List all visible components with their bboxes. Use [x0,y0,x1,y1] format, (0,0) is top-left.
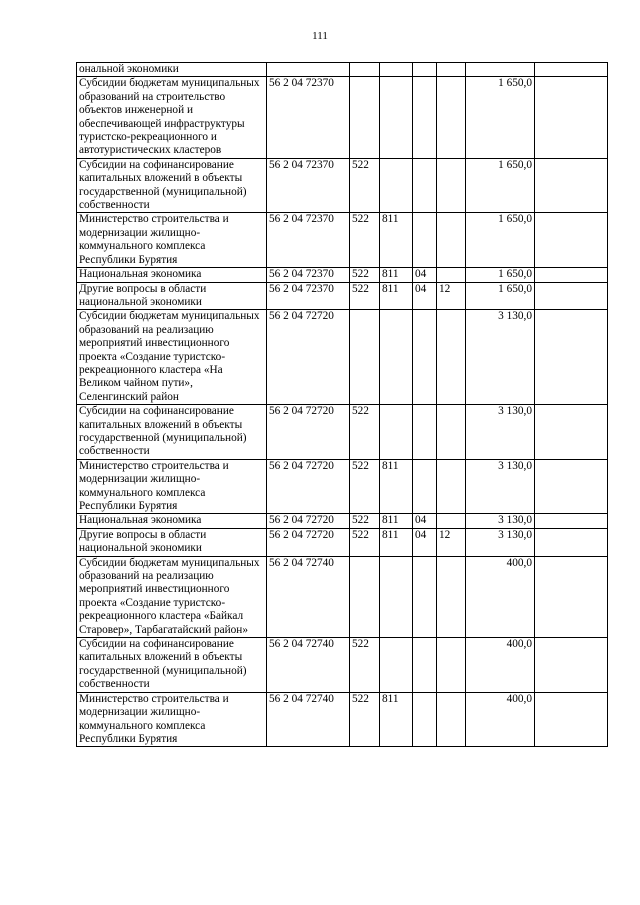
row-target-code-cell: 56 2 04 72740 [267,638,350,693]
row-target-code-cell: 56 2 04 72720 [267,310,350,405]
row-section-cell: 04 [413,268,437,282]
row-section-cell: 04 [413,528,437,556]
row-expense-type-cell: 522 [350,268,380,282]
row-empty-cell [535,213,608,268]
row-empty-cell [535,692,608,747]
row-amount-cell: 1 650,0 [466,77,535,158]
row-name-cell: Министерство строительства и модернизации жилищно-коммунального комплекса Республики Бурятия [77,213,267,268]
row-name-cell: Министерство строительства и модернизации жилищно-коммунального комплекса Республики Бурятия [77,459,267,514]
row-ministry-code-cell: 811 [380,528,413,556]
row-subsection-cell [437,692,466,747]
row-expense-type-cell [350,556,380,637]
row-expense-type-cell: 522 [350,213,380,268]
row-target-code-cell: 56 2 04 72720 [267,459,350,514]
row-section-cell: 04 [413,514,437,528]
row-expense-type-cell: 522 [350,638,380,693]
row-ministry-code-cell: 811 [380,213,413,268]
row-target-code-cell: 56 2 04 72720 [267,514,350,528]
table-row [77,158,608,213]
row-amount-cell: 400,0 [466,556,535,637]
row-expense-type-cell: 522 [350,514,380,528]
row-amount-cell: 1 650,0 [466,158,535,213]
row-subsection-cell [437,310,466,405]
table-row [77,556,608,637]
row-amount-cell: 1 650,0 [466,213,535,268]
table-row [77,268,608,282]
row-name-cell: Субсидии на софинансирование капитальных вложений в объекты государственной (муниципальной) собственности [77,638,267,693]
row-empty-cell [535,268,608,282]
row-section-cell: 04 [413,282,437,310]
row-section-cell [413,63,437,77]
row-target-code-cell [267,63,350,77]
row-ministry-code-cell [380,158,413,213]
table-row [77,514,608,528]
row-section-cell [413,405,437,460]
row-target-code-cell: 56 2 04 72370 [267,268,350,282]
row-subsection-cell [437,514,466,528]
row-ministry-code-cell: 811 [380,459,413,514]
row-ministry-code-cell: 811 [380,692,413,747]
row-amount-cell: 3 130,0 [466,459,535,514]
row-ministry-code-cell [380,63,413,77]
row-empty-cell [535,77,608,158]
row-name-cell: Субсидии на софинансирование капитальных вложений в объекты государственной (муниципальной) собственности [77,405,267,460]
row-amount-cell: 3 130,0 [466,528,535,556]
row-expense-type-cell: 522 [350,692,380,747]
row-amount-cell: 400,0 [466,638,535,693]
row-ministry-code-cell [380,638,413,693]
row-amount-cell: 3 130,0 [466,514,535,528]
row-empty-cell [535,158,608,213]
row-name-cell: Субсидии бюджетам муниципальных образований на реализацию мероприятий инвестиционного проекта «Создание туристско-рекреационного кластера «На Великом чайном пути», Селенгинский район [77,310,267,405]
row-name-cell: Национальная экономика [77,268,267,282]
row-section-cell [413,692,437,747]
row-empty-cell [535,405,608,460]
row-target-code-cell: 56 2 04 72370 [267,77,350,158]
row-section-cell [413,77,437,158]
row-empty-cell [535,63,608,77]
table-row [77,63,608,77]
row-subsection-cell [437,268,466,282]
row-subsection-cell: 12 [437,528,466,556]
row-target-code-cell: 56 2 04 72370 [267,213,350,268]
row-target-code-cell: 56 2 04 72740 [267,692,350,747]
table-row [77,213,608,268]
row-empty-cell [535,459,608,514]
row-target-code-cell: 56 2 04 72720 [267,405,350,460]
row-subsection-cell [437,77,466,158]
row-expense-type-cell: 522 [350,282,380,310]
row-name-cell: Национальная экономика [77,514,267,528]
row-ministry-code-cell: 811 [380,282,413,310]
row-name-cell: ональной экономики [77,63,267,77]
row-ministry-code-cell [380,556,413,637]
row-name-cell: Другие вопросы в области национальной экономики [77,282,267,310]
row-target-code-cell: 56 2 04 72370 [267,158,350,213]
row-ministry-code-cell: 811 [380,268,413,282]
row-section-cell [413,459,437,514]
table-row [77,282,608,310]
table-row [77,459,608,514]
row-ministry-code-cell: 811 [380,514,413,528]
row-expense-type-cell: 522 [350,528,380,556]
row-section-cell [413,310,437,405]
row-name-cell: Субсидии на софинансирование капитальных вложений в объекты государственной (муниципальной) собственности [77,158,267,213]
table-row [77,528,608,556]
row-subsection-cell [437,213,466,268]
row-subsection-cell [437,63,466,77]
row-amount-cell: 1 650,0 [466,268,535,282]
row-subsection-cell [437,405,466,460]
row-empty-cell [535,310,608,405]
row-empty-cell [535,528,608,556]
budget-table [76,62,608,747]
row-target-code-cell: 56 2 04 72370 [267,282,350,310]
row-amount-cell: 3 130,0 [466,405,535,460]
row-subsection-cell [437,638,466,693]
row-subsection-cell [437,556,466,637]
row-target-code-cell: 56 2 04 72720 [267,528,350,556]
row-section-cell [413,556,437,637]
row-section-cell [413,158,437,213]
row-expense-type-cell: 522 [350,459,380,514]
row-empty-cell [535,556,608,637]
row-expense-type-cell: 522 [350,405,380,460]
row-name-cell: Другие вопросы в области национальной экономики [77,528,267,556]
row-expense-type-cell [350,77,380,158]
row-ministry-code-cell [380,405,413,460]
row-expense-type-cell: 522 [350,158,380,213]
table-row [77,405,608,460]
row-amount-cell [466,63,535,77]
row-section-cell [413,638,437,693]
row-ministry-code-cell [380,77,413,158]
row-empty-cell [535,514,608,528]
row-name-cell: Субсидии бюджетам муниципальных образований на реализацию мероприятий инвестиционного проекта «Создание туристско-рекреационного кластера «Байкал Старовер», Тарбагатайский район» [77,556,267,637]
table-row [77,692,608,747]
row-expense-type-cell [350,63,380,77]
row-empty-cell [535,282,608,310]
row-empty-cell [535,638,608,693]
row-ministry-code-cell [380,310,413,405]
row-subsection-cell: 12 [437,282,466,310]
table-row [77,638,608,693]
row-target-code-cell: 56 2 04 72740 [267,556,350,637]
row-amount-cell: 1 650,0 [466,282,535,310]
row-amount-cell: 3 130,0 [466,310,535,405]
row-expense-type-cell [350,310,380,405]
row-name-cell: Министерство строительства и модернизации жилищно-коммунального комплекса Республики Бурятия [77,692,267,747]
page-number: 111 [312,30,328,42]
table-row [77,77,608,158]
row-name-cell: Субсидии бюджетам муниципальных образований на строительство объектов инженерной и обеспечивающей инфраструктуры туристско-рекреационного и автотуристических кластеров [77,77,267,158]
row-subsection-cell [437,459,466,514]
table-row [77,310,608,405]
row-section-cell [413,213,437,268]
row-subsection-cell [437,158,466,213]
row-amount-cell: 400,0 [466,692,535,747]
